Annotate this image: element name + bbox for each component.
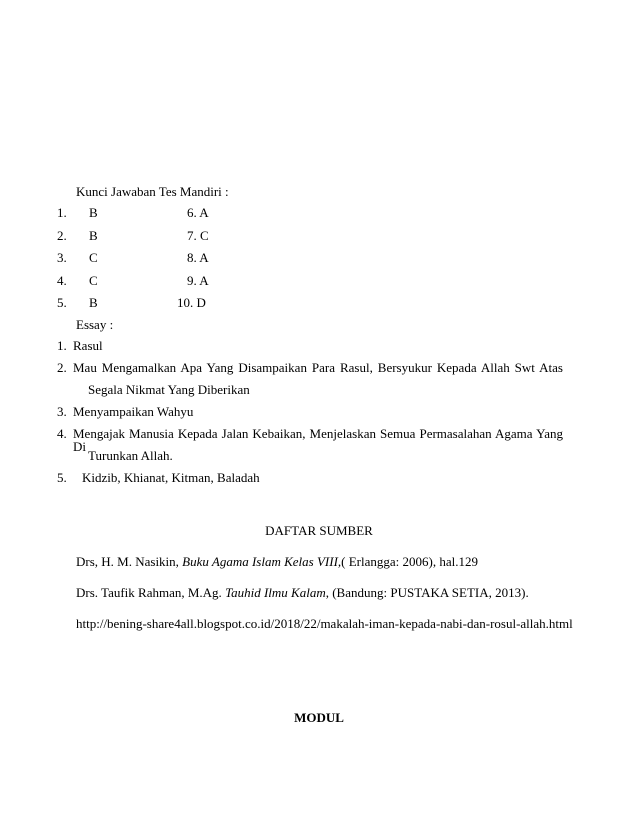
answer-row-right: 7. C: [187, 228, 209, 243]
essay-item-text-cont: Segala Nikmat Yang Diberikan: [88, 382, 250, 397]
answer-row-num: 3.: [57, 250, 67, 265]
reference-publisher: , (Bandung: PUSTAKA SETIA, 2013).: [325, 585, 529, 600]
answer-row-right: 6. A: [187, 205, 209, 220]
answer-row-right: 9. A: [187, 273, 209, 288]
reference-title: Tauhid Ilmu Kalam: [225, 585, 326, 600]
reference-publisher: ( Erlangga: 2006), hal.129: [341, 554, 478, 569]
module-title: MODUL: [294, 710, 344, 725]
essay-item-num: 2.: [57, 360, 67, 375]
reference-author: Drs, H. M. Nasikin,: [76, 554, 183, 569]
essay-item-text-cont: Turunkan Allah.: [88, 448, 173, 463]
reference-title: Buku Agama Islam Kelas VIII,: [182, 554, 342, 569]
answer-row-num: 5.: [57, 295, 67, 310]
essay-item-text: Menyampaikan Wahyu: [73, 404, 194, 419]
answer-row-right: 8. A: [187, 250, 209, 265]
essay-item-text: Rasul: [73, 338, 103, 353]
reference-entry: [76, 586, 529, 599]
reference-author: Drs. Taufik Rahman, M.Ag.: [76, 585, 226, 600]
answer-key-heading: Kunci Jawaban Tes Mandiri :: [76, 184, 229, 199]
answer-row-num: 1.: [57, 205, 67, 220]
essay-item-num: 4.: [57, 426, 67, 441]
essay-item-text: Kidzib, Khianat, Kitman, Baladah: [82, 470, 260, 485]
answer-row-left: B: [89, 205, 98, 220]
answer-row-left: C: [89, 250, 98, 265]
reference-url: http://bening-share4all.blogspot.co.id/2018/22/makalah-iman-kepada-nabi-dan-rosul-allah.html: [76, 616, 573, 631]
answer-row-left: B: [89, 228, 98, 243]
reference-entry: [76, 555, 478, 568]
essay-item-text: Mau Mengamalkan Apa Yang Disampaikan Para Rasul, Bersyukur Kepada Allah Swt Atas: [73, 360, 563, 375]
answer-row-num: 2.: [57, 228, 67, 243]
answer-row-right: 10. D: [177, 295, 206, 310]
essay-item-num: 3.: [57, 404, 67, 419]
essay-item-num: 1.: [57, 338, 67, 353]
answer-row-left: C: [89, 273, 98, 288]
essay-item-num: 5.: [57, 470, 67, 485]
essay-heading: Essay :: [76, 317, 114, 332]
answer-row-left: B: [89, 295, 98, 310]
sources-heading: DAFTAR SUMBER: [265, 523, 373, 538]
essay-item-text: Mengajak Manusia Kepada Jalan Kebaikan, Menjelaskan Semua Permasalahan Agama Yang Di: [73, 426, 563, 454]
answer-row-num: 4.: [57, 273, 67, 288]
